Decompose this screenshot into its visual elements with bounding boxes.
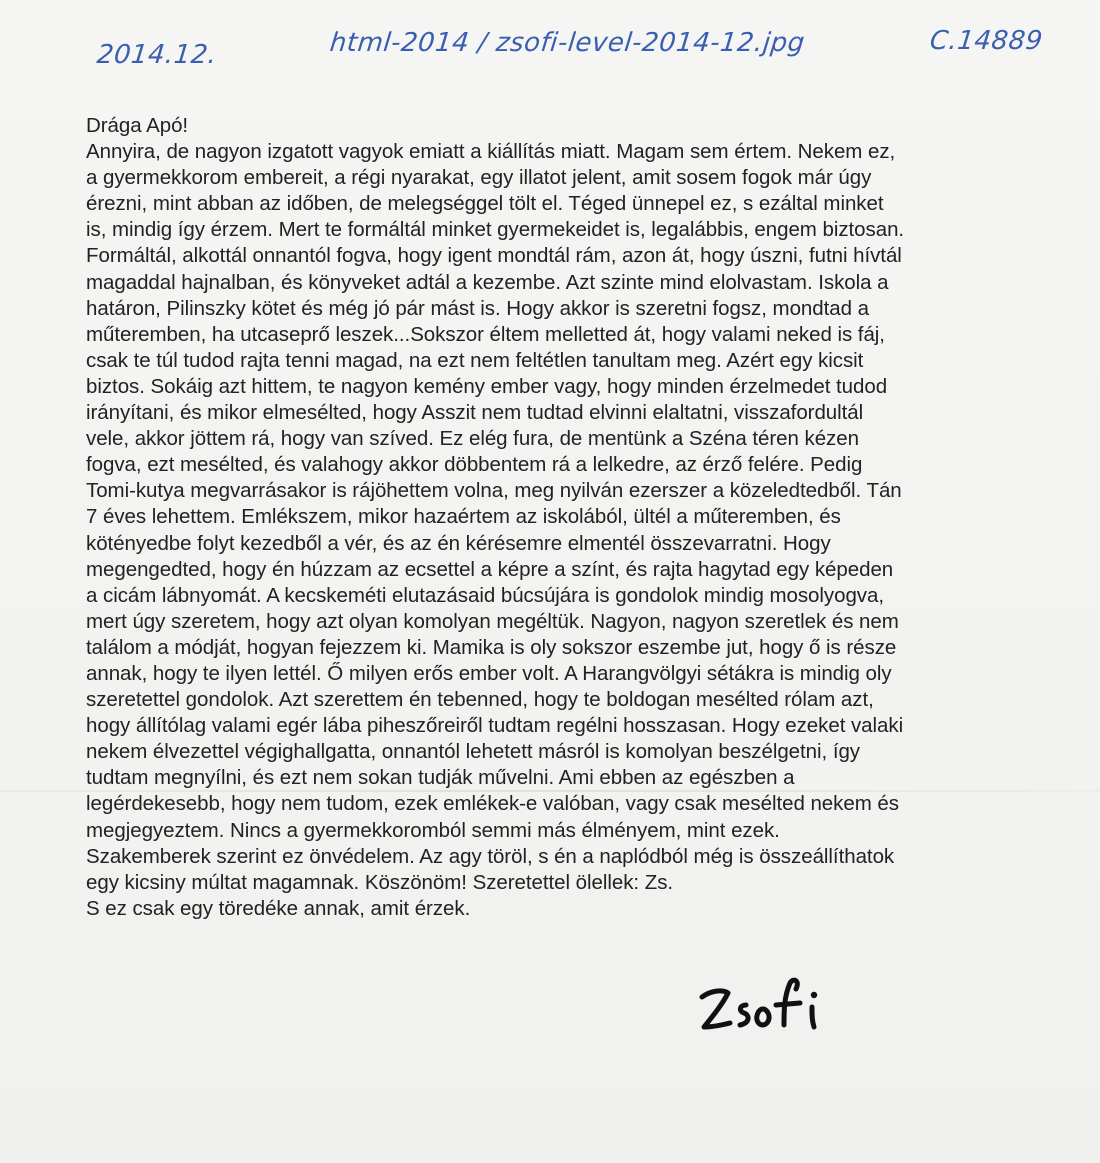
letter-line: vele, akkor jöttem rá, hogy van szíved. Ez elég fura, de mentünk a Széna téren kézen — [86, 427, 859, 451]
letter-line: irányítani, és mikor elmesélted, hogy Asszit nem tudtad elvinni elaltatni, visszafordultál — [86, 401, 864, 425]
letter-line: érezni, mint abban az időben, de melegséggel tölt el. Téged ünnepel ez, s ezáltal minket — [86, 192, 884, 216]
handwritten-signature — [696, 975, 836, 1045]
handwritten-reference: html-2014 / zsofi-level-2014-12.jpg — [328, 28, 807, 58]
letter-line: tudtam megnyílni, és ezt nem sokan tudják művelni. Ami ebben az egészben a — [86, 766, 795, 790]
letter-line: biztos. Sokáig azt hittem, te nagyon kemény ember vagy, hogy minden érzelmedet tudod — [86, 374, 888, 398]
letter-closing-line: S ez csak egy töredéke annak, amit érzek. — [86, 896, 471, 920]
letter-line: szeretettel gondolok. Azt szerettem én tebenned, hogy te boldogan mesélted rólam azt, — [86, 688, 874, 712]
handwritten-date: 2014.12. — [95, 40, 219, 70]
handwritten-catalog-number: C.14889 — [928, 26, 1045, 56]
letter-line: mert úgy szeretem, hogy azt olyan komolyan megéltük. Nagyon, nagyon szeretlek és nem — [86, 609, 899, 633]
letter-line: Tomi-kutya megvarrásakor is rájöhettem volna, meg nyilván ezerszer a közeledtedből. Tán — [86, 479, 902, 503]
letter-line: a gyermekkorom embereit, a régi nyarakat, egy illatot jelent, amit sosem fogok már úgy — [86, 166, 872, 190]
letter-line: 7 éves lehettem. Emlékszem, mikor hazaértem az iskolából, ültél a műteremben, és — [86, 505, 841, 529]
letter-line: megjegyeztem. Nincs a gyermekkoromból semmi más élményem, mint ezek. — [86, 818, 780, 842]
letter-line: megengedted, hogy én húzzam az ecsettel a képre a színt, és rajta hagytad egy képeden — [86, 557, 894, 581]
letter-line: Formáltál, alkottál onnantól fogva, hogy igent mondtál rám, azon át, hogy úszni, futni hívtál — [86, 244, 902, 268]
letter-line: fogva, ezt mesélted, és valahogy akkor döbbentem rá a lelkedre, az érző felére. Pedig — [86, 453, 863, 477]
letter-line: egy kicsiny múltat magamnak. Köszönöm! Szeretettel ölellek: Zs. — [86, 870, 674, 894]
letter-line: magaddal hajnalban, és könyveket adtál a kezembe. Azt szinte mind elolvastam. Iskola a — [86, 270, 889, 294]
letter-line: nekem élvezettel végighallgatta, onnantól lehetett másról is komolyan beszélgetni, így — [86, 740, 861, 764]
letter-body — [86, 113, 1006, 922]
letter-line: Szakemberek szerint ez önvédelem. Az agy töröl, s én a naplódból még is összeállíthatok — [86, 844, 895, 868]
letter-line: is, mindig így érzem. Mert te formáltál minket gyermekeidet is, legalábbis, engem biztosan. — [86, 218, 905, 242]
letter-greeting: Drága Apó! — [86, 114, 189, 137]
letter-line: hogy állítólag valami egér lába piheszőreiről tudtam regélni hosszasan. Hogy ezeket valaki — [86, 714, 904, 738]
letter-line: legérdekesebb, hogy nem tudom, ezek emlékek-e valóban, vagy csak mesélted nekem és — [86, 792, 899, 816]
letter-line: határon, Pilinszky kötet és még jó pár mást is. Hogy akkor is szeretni fogsz, mondtad a — [86, 296, 869, 320]
letter-line: annak, hogy te ilyen lettél. Ő milyen erős ember volt. A Harangvölgyi sétákra is mindig oly — [86, 661, 892, 685]
letter-line: kötényedbe folyt kezedből a vér, és az én kérésemre elmentél összevarratni. Hogy — [86, 531, 831, 555]
letter-line: találom a módját, hogyan fejezzem ki. Mamika is oly sokszor eszembe jut, hogy ő is része — [86, 635, 897, 659]
letter-line: csak te túl tudod rajta tenni magad, na ezt nem feltétlen tanultam meg. Azért egy kicsit — [86, 348, 864, 372]
letter-line: Annyira, de nagyon izgatott vagyok emiatt a kiállítás miatt. Magam sem értem. Nekem ez, — [86, 140, 896, 164]
letter-line: műteremben, ha utcaseprő leszek...Sokszor éltem melletted át, hogy valami neked is fáj, — [86, 322, 885, 346]
letter-line: a cicám lábnyomát. A kecskeméti elutazásaid búcsújára is gondolok mindig mosolyogva, — [86, 583, 884, 607]
